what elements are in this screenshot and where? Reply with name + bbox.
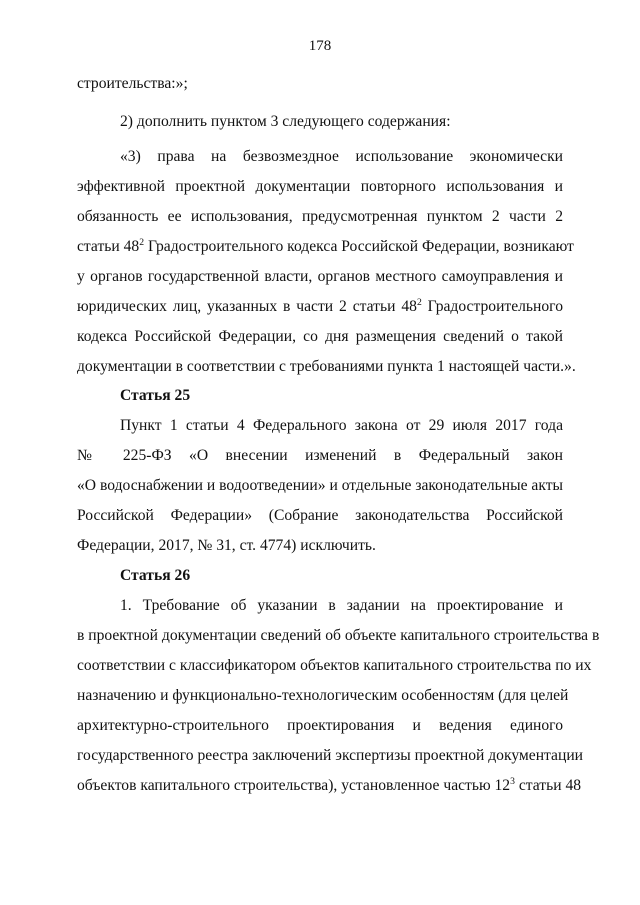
text-line: строительства:»;	[77, 75, 188, 92]
text-line	[77, 775, 582, 795]
superscript: 2	[139, 236, 145, 248]
text-segment: статьи 48	[77, 238, 140, 255]
text-line: в проектной документации сведений об объекте капитального строительства в	[77, 627, 600, 644]
text-segment: статьи 48	[514, 777, 582, 794]
text-line: соответствии с классификатором объектов капитального строительства по их	[77, 657, 592, 674]
text-line: № 225-ФЗ «О внесении изменений в Федеральный закон	[77, 447, 563, 464]
text-segment: Градостроительного кодекса Российской Федерации, возникают	[144, 238, 574, 255]
text-segment: юридических лиц, указанных в части 2 статьи 48	[77, 298, 417, 315]
text-line: «3) права на безвозмездное использование экономически	[120, 148, 563, 165]
text-segment: Градостроительного	[421, 298, 563, 315]
article-heading: Статья 26	[120, 567, 191, 584]
text-line: 2) дополнить пунктом 3 следующего содержания:	[120, 113, 451, 130]
text-line: Российской Федерации» (Собрание законодательства Российской	[77, 507, 563, 524]
text-line: Пункт 1 статьи 4 Федерального закона от 29 июля 2017 года	[120, 417, 563, 434]
article-heading: Статья 25	[120, 387, 191, 404]
text-line: назначению и функционально-технологическим особенностям (для целей	[77, 687, 569, 704]
text-line: у органов государственной власти, органов местного самоуправления и	[77, 268, 563, 285]
text-line	[77, 298, 563, 316]
text-line: архитектурно-строительного проектирования и ведения единого	[77, 717, 563, 734]
text-line: Федерации, 2017, № 31, ст. 4774) исключить.	[77, 537, 376, 554]
text-segment: объектов капитального строительства), установленное частью 12	[77, 777, 511, 794]
text-line: документации в соответствии с требованиями пункта 1 настоящей части.».	[77, 358, 576, 375]
superscript: 3	[510, 775, 515, 787]
text-line: государственного реестра заключений экспертизы проектной документации	[77, 747, 584, 764]
text-line: эффективной проектной документации повторного использования и	[77, 178, 563, 195]
page-number: 178	[308, 38, 332, 54]
text-line: 1. Требование об указании в задании на проектирование и	[120, 597, 563, 614]
text-line	[77, 236, 574, 256]
superscript: 2	[416, 296, 422, 308]
text-line: кодекса Российской Федерации, со дня размещения сведений о такой	[77, 328, 563, 345]
text-line: «О водоснабжении и водоотведении» и отдельные законодательные акты	[77, 477, 563, 494]
text-line: обязанность ее использования, предусмотренная пунктом 2 части 2	[77, 208, 563, 225]
